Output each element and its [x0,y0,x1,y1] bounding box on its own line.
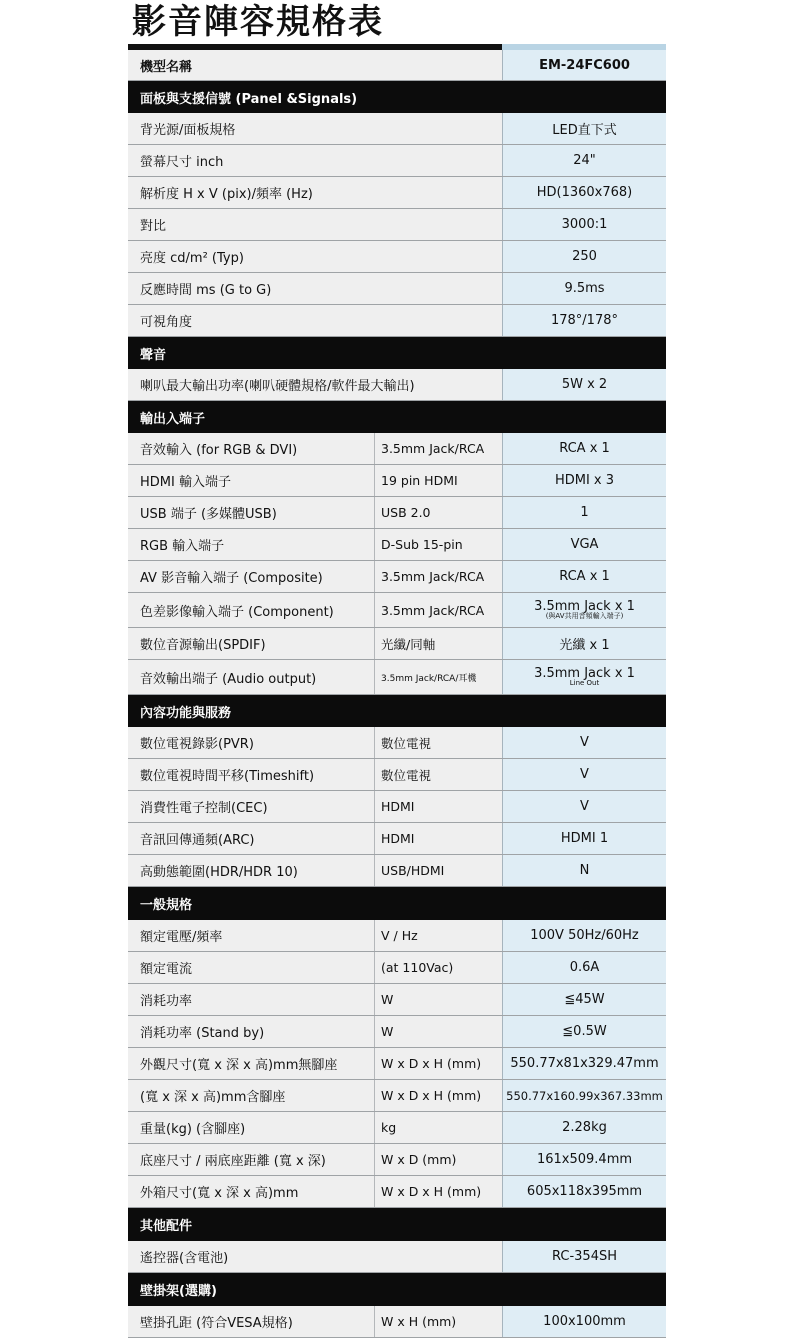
row-value: V [502,791,666,822]
row-value: HDMI x 3 [502,465,666,496]
table-row [128,593,666,628]
row-value: N [502,855,666,886]
table-row [128,369,666,401]
page-title: 影音陣容規格表 [132,2,384,42]
table-row [128,984,666,1016]
row-value: 605x118x395mm [502,1176,666,1207]
row-value: 24" [502,145,666,176]
row-value: ≦45W [502,984,666,1015]
panel-rows [128,113,666,337]
row-spec: W [374,984,502,1015]
row-value: VGA [502,529,666,560]
row-label: 消耗功率 [128,984,374,1015]
section-header-panel: 面板與支援信號 (Panel &Signals) [128,81,666,113]
row-spec: W x D (mm) [374,1144,502,1175]
table-row [128,465,666,497]
model-label: 機型名稱 [128,50,502,80]
table-row [128,1048,666,1080]
table-row [128,823,666,855]
row-spec: HDMI [374,823,502,854]
section-header-content: 內容功能與服務 [128,695,666,727]
row-value: 0.6A [502,952,666,983]
row-label: 額定電壓/頻率 [128,920,374,951]
row-label: 外箱尺寸(寬 x 深 x 高)mm [128,1176,374,1207]
table-row [128,727,666,759]
spec-table [128,50,666,1338]
row-spec: W [374,1016,502,1047]
table-row [128,1112,666,1144]
row-label: USB 端子 (多媒體USB) [128,497,374,528]
row-value: 250 [502,241,666,272]
row-label: AV 影音輸入端子 (Composite) [128,561,374,592]
table-row [128,660,666,695]
value-main: 3.5mm Jack x 1 [534,665,635,681]
io-rows [128,433,666,695]
table-row [128,1080,666,1112]
section-header-audio: 聲音 [128,337,666,369]
table-row [128,952,666,984]
row-label: 音訊回傳通頻(ARC) [128,823,374,854]
row-value: RCA x 1 [502,433,666,464]
row-value [502,593,666,627]
row-label: 數位音源輸出(SPDIF) [128,628,374,659]
row-value: V [502,727,666,758]
table-row [128,145,666,177]
row-label: 高動態範圍(HDR/HDR 10) [128,855,374,886]
row-label: (寬 x 深 x 高)mm含腳座 [128,1080,374,1111]
value-note: Line Out [569,679,600,688]
row-spec: (at 110Vac) [374,952,502,983]
section-header-general: 一般規格 [128,887,666,920]
row-value: 178°/178° [502,305,666,336]
table-row [128,209,666,241]
row-label: 背光源/面板規格 [128,113,502,144]
row-label: 螢幕尺寸 inch [128,145,502,176]
row-spec: 3.5mm Jack/RCA [374,433,502,464]
section-header-io: 輸出入端子 [128,401,666,433]
table-row [128,855,666,887]
row-label: 音效輸出端子 (Audio output) [128,660,374,694]
row-label: 反應時間 ms (G to G) [128,273,502,304]
row-value: LED直下式 [502,113,666,144]
row-label: 可視角度 [128,305,502,336]
row-label: RGB 輸入端子 [128,529,374,560]
table-row [128,1241,666,1273]
general-rows [128,920,666,1208]
model-value: EM-24FC600 [502,50,666,80]
row-label: 喇叭最大輸出功率(喇叭硬體規格/軟件最大輸出) [128,369,502,400]
row-value: V [502,759,666,790]
row-value: HD(1360x768) [502,177,666,208]
row-value: ≦0.5W [502,1016,666,1047]
row-value: 1 [502,497,666,528]
row-spec: USB 2.0 [374,497,502,528]
row-label: 消耗功率 (Stand by) [128,1016,374,1047]
row-label: 數位電視錄影(PVR) [128,727,374,758]
table-row [128,561,666,593]
model-row [128,50,666,81]
table-row [128,1016,666,1048]
row-label: 音效輸入 (for RGB & DVI) [128,433,374,464]
row-value: 550.77x81x329.47mm [502,1048,666,1079]
row-label: 外觀尺寸(寬 x 深 x 高)mm無腳座 [128,1048,374,1079]
row-value: 100V 50Hz/60Hz [502,920,666,951]
row-spec: D-Sub 15-pin [374,529,502,560]
row-spec: W x D x H (mm) [374,1048,502,1079]
table-row [128,241,666,273]
row-spec: W x D x H (mm) [374,1080,502,1111]
row-label: 亮度 cd/m² (Typ) [128,241,502,272]
row-value: 5W x 2 [502,369,666,400]
row-value: RCA x 1 [502,561,666,592]
row-label: 消費性電子控制(CEC) [128,791,374,822]
content-rows [128,727,666,887]
row-value: RC-354SH [502,1241,666,1272]
table-row [128,791,666,823]
section-header-wallmount: 壁掛架(選購) [128,1273,666,1306]
row-spec: 3.5mm Jack/RCA [374,561,502,592]
row-value: 100x100mm [502,1306,666,1337]
row-value: 3000:1 [502,209,666,240]
row-value: 2.28kg [502,1112,666,1143]
table-row [128,1306,666,1338]
row-spec: HDMI [374,791,502,822]
row-value: 光纖 x 1 [502,628,666,659]
row-label: HDMI 輸入端子 [128,465,374,496]
row-spec: W x H (mm) [374,1306,502,1337]
row-value [502,660,666,694]
row-value: 550.77x160.99x367.33mm [502,1080,666,1111]
row-label: 色差影像輸入端子 (Component) [128,593,374,627]
row-label: 數位電視時間平移(Timeshift) [128,759,374,790]
table-row [128,1176,666,1208]
row-spec: 光纖/同軸 [374,628,502,659]
row-spec: 數位電視 [374,727,502,758]
table-row [128,433,666,465]
row-label: 遙控器(含電池) [128,1241,502,1272]
row-value: 161x509.4mm [502,1144,666,1175]
table-row [128,759,666,791]
table-row [128,1144,666,1176]
row-value: 9.5ms [502,273,666,304]
row-spec: V / Hz [374,920,502,951]
value-main: 3.5mm Jack x 1 [534,598,635,614]
table-row [128,529,666,561]
row-spec: 3.5mm Jack/RCA [374,593,502,627]
row-spec: 數位電視 [374,759,502,790]
row-spec: 3.5mm Jack/RCA/耳機 [374,660,502,694]
section-header-accessories: 其他配件 [128,1208,666,1241]
row-label: 底座尺寸 / 兩底座距離 (寬 x 深) [128,1144,374,1175]
table-row [128,177,666,209]
table-row [128,920,666,952]
row-value: HDMI 1 [502,823,666,854]
row-label: 對比 [128,209,502,240]
table-row [128,628,666,660]
row-label: 解析度 H x V (pix)/頻率 (Hz) [128,177,502,208]
table-row [128,497,666,529]
row-spec: W x D x H (mm) [374,1176,502,1207]
table-row [128,273,666,305]
value-note: (與AV共用音頻輸入端子) [545,612,624,621]
table-row [128,113,666,145]
row-spec: 19 pin HDMI [374,465,502,496]
table-row [128,305,666,337]
row-label: 壁掛孔距 (符合VESA規格) [128,1306,374,1337]
row-label: 重量(kg) (含腳座) [128,1112,374,1143]
row-label: 額定電流 [128,952,374,983]
row-spec: USB/HDMI [374,855,502,886]
row-spec: kg [374,1112,502,1143]
